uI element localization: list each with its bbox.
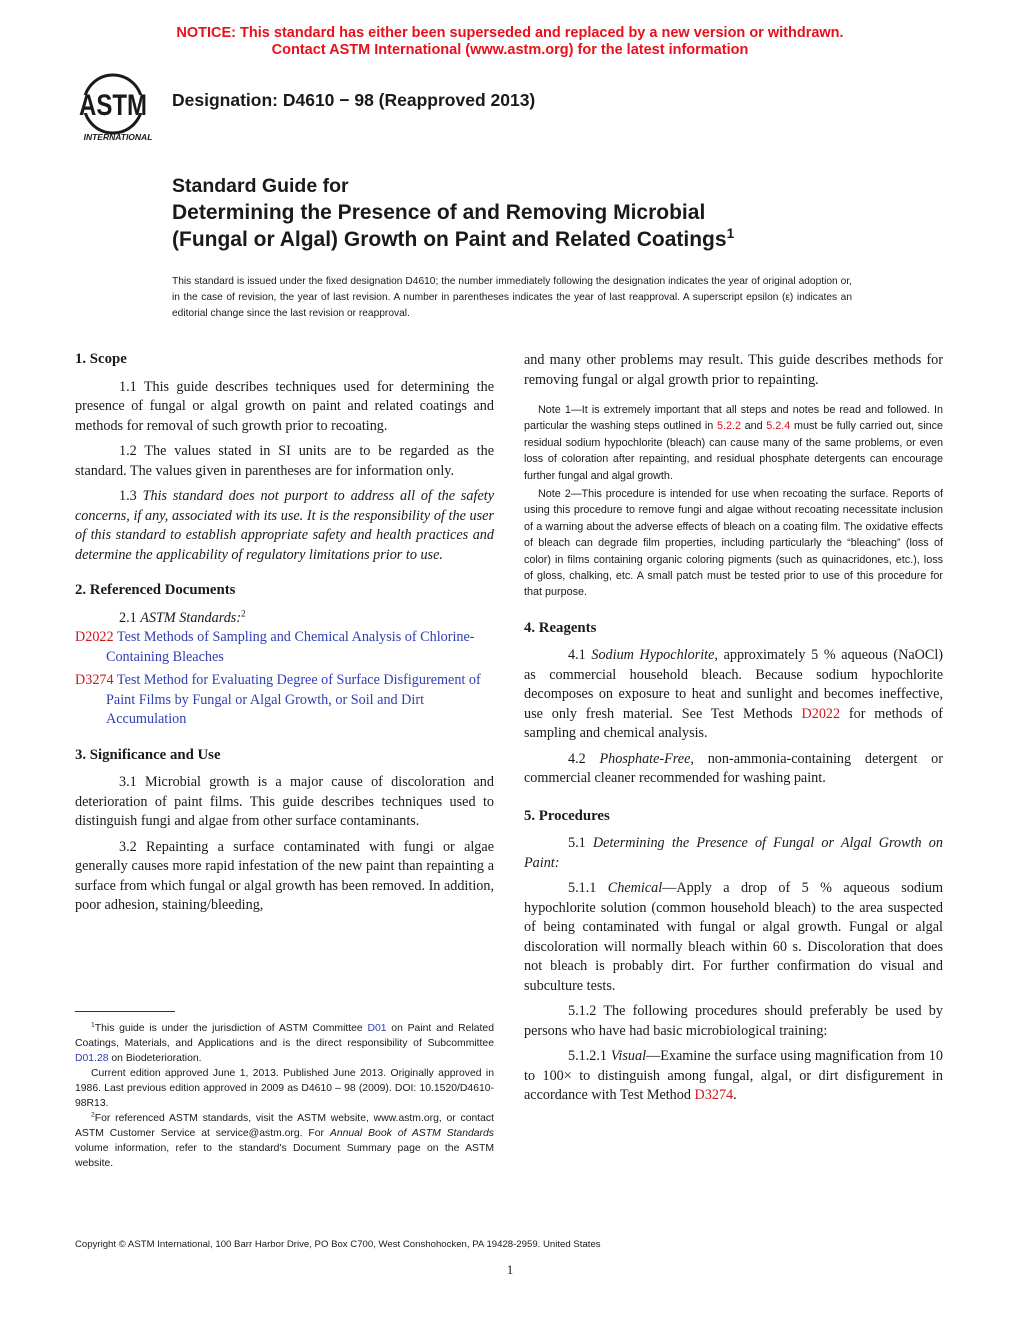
reagents-heading: 4. Reagents bbox=[524, 619, 597, 636]
para-5-1-1-num: 5.1.1 bbox=[568, 880, 597, 897]
footnote-2-text-a: For referenced ASTM standards, visit the ASTM website, www.astm.org, or contact ASTM Customer Service at service@astm.org. For bbox=[75, 1113, 494, 1139]
title-footnote-mark: 1 bbox=[726, 226, 735, 241]
link-d3274[interactable]: D3274 bbox=[75, 672, 114, 688]
astm-logo bbox=[73, 72, 163, 144]
link-d2022-reagent[interactable]: D2022 bbox=[801, 705, 841, 722]
scope-heading: 1. Scope bbox=[75, 351, 127, 367]
para-5-1-2: 5.1.2 The following procedures should preferably be used by persons who have had basic microbiological training: bbox=[524, 1003, 943, 1039]
link-d2022[interactable]: D2022 bbox=[75, 629, 114, 645]
link-committee-d01[interactable]: D01 bbox=[367, 1023, 387, 1034]
para-5-1-1-text: —Apply a drop of 5 % aqueous sodium hypochlorite solution (common household bleach) to the area suspected of being contaminated with fungal or algal growth. Fungal or algal discoloration will normally bleach within 60 s. Discoloration that does not bleach is probably dirt. For further confirmation do visual and subculture tests. bbox=[524, 880, 944, 994]
title-line-1: Standard Guide for bbox=[172, 175, 349, 197]
para-5-1-2-1-term: Visual bbox=[610, 1048, 647, 1065]
para-4-1-text-a: approximately 5 % aqueous (NaOCl) as commercial household bleach. Because sodium hypochlorite decomposes on exposure to heat and sunlight and becomes ineffective, use only fresh material. See Test Methods bbox=[524, 647, 944, 722]
para-5-1-2-1-text-a: —Examine the surface using magnification from 10 to 100× to distinguish among fungal, algal, or dirt disfigurement in accordance with Test Method bbox=[524, 1048, 943, 1104]
notice-line-2: Contact ASTM International (www.astm.org) for the latest information bbox=[271, 42, 749, 58]
para-5-1-1 bbox=[524, 879, 943, 996]
para-1-3 bbox=[75, 487, 494, 565]
para-3-1: 3.1 Microbial growth is a major cause of discoloration and deterioration of paint films. This guide describes techniques used to distinguish fungi and algae from other surface contaminants. bbox=[75, 774, 494, 829]
footnote-2-mark-ref: 2 bbox=[91, 1111, 95, 1119]
para-1-3-num: 1.3 bbox=[119, 488, 137, 504]
link-d2022-title[interactable]: Test Methods of Sampling and Chemical Analysis of Chlorine-Containing Bleaches bbox=[106, 629, 475, 665]
para-1-1: 1.1 This guide describes techniques used for determining the presence of fungal or algal growth on paint and related coatings and methods for removal of such growth prior to recoating. bbox=[75, 378, 494, 434]
logo-letters: ASTM bbox=[79, 87, 147, 122]
para-5-1-2-1 bbox=[524, 1047, 943, 1106]
footnote-1-text-c: on Biodeterioration. bbox=[108, 1053, 202, 1064]
footnote-2 bbox=[75, 1111, 494, 1171]
note-1-and: and bbox=[740, 420, 767, 433]
notice-line-1: NOTICE: This standard has either been superseded and replaced by a new version or withdrawn. bbox=[176, 25, 844, 41]
significance-heading: 3. Significance and Use bbox=[75, 746, 221, 763]
para-4-2-term: Phosphate-Free, bbox=[599, 750, 694, 767]
procedures-heading: 5. Procedures bbox=[524, 807, 610, 824]
title-line-3 bbox=[172, 226, 734, 253]
note-1 bbox=[524, 402, 943, 484]
footnote-1-edition: Current edition approved June 1, 2013. Published June 2013. Originally approved in 1986. Last previous edition approved in 2009 as D4610 – 98 (2009). DOI: 10.1520/D4610-98R13. bbox=[75, 1068, 494, 1109]
link-5-2-4[interactable]: 5.2.4 bbox=[766, 420, 791, 433]
note-1-text-a: —It is extremely important that all steps and notes be read and followed. In particular the washing steps outlined in bbox=[524, 404, 943, 433]
logo-caption: INTERNATIONAL bbox=[83, 132, 153, 142]
para-4-2-num: 4.2 bbox=[568, 750, 586, 767]
note-2-text: —This procedure is intended for use when recoating the surface. Reports of using this procedure to remove fungi and algae without recoating necessitate inclusion of a warning about the adverse effects of bleach on a coating film. The oxidative effects of bleach can degrade film properties, including particularly the “bleaching” (loss of color) in films containing organic coloring pigments (such as quinacridones, etc.), loss of gloss, chalking, etc. A small patch must be tested prior to use of this procedure for that purpose. bbox=[524, 488, 943, 599]
note-2 bbox=[524, 486, 943, 601]
para-4-1-text-b: for methods of sampling and chemical analysis. bbox=[524, 705, 943, 742]
para-1-3-text: This standard does not purport to address all of the safety concerns, if any, associated with its use. It is the responsibility of the user of this standard to establish appropriate safety and health practices and determine the applicability of regulatory limitations prior to use. bbox=[75, 488, 495, 563]
para-4-2 bbox=[524, 750, 943, 789]
title-line-2: Determining the Presence of and Removing Microbial bbox=[172, 201, 706, 224]
para-4-1-num: 4.1 bbox=[568, 647, 586, 664]
note-2-label: Note 2 bbox=[538, 488, 571, 501]
para-2-1-text: ASTM Standards: bbox=[140, 609, 242, 626]
title-line-3-text: (Fungal or Algal) Growth on Paint and Related Coatings bbox=[172, 228, 727, 251]
left-column bbox=[75, 350, 494, 922]
note-1-label: Note 1 bbox=[538, 404, 571, 416]
reference-d3274 bbox=[75, 671, 494, 730]
issued-statement: This standard is issued under the fixed designation D4610; the number immediately following the designation indicates the year of original adoption or, in the case of revision, the year of last revision. A number in parentheses indicates the year of last reapproval. A superscript epsilon (ε) indicates an editorial change since the last revision or reapproval. bbox=[172, 276, 852, 319]
page-number: 1 bbox=[506, 1262, 514, 1277]
para-3-2: 3.2 Repainting a surface contaminated with fungi or algae generally causes more rapid infestation of the new paint than repainting a surface from which fungal or algal growth has been removed. In addition, poor adhesion, staining/bleeding, bbox=[75, 838, 494, 913]
para-1-2: 1.2 The values stated in SI units are to be regarded as the standard. The values given in parentheses are for information only. bbox=[75, 443, 494, 479]
para-5-1-2-1-text-b: . bbox=[733, 1087, 737, 1104]
link-5-2-2[interactable]: 5.2.2 bbox=[716, 420, 741, 433]
designation: Designation: D4610 − 98 (Reapproved 2013) bbox=[172, 90, 536, 110]
astm-logo-icon bbox=[73, 72, 163, 144]
footnote-1-mark: 1 bbox=[91, 1021, 95, 1029]
footnote-1-text-a: This guide is under the jurisdiction of ASTM Committee bbox=[94, 1023, 368, 1034]
para-2-1 bbox=[75, 609, 494, 629]
para-4-2-text: non-ammonia-containing detergent or commercial cleaner recommended for washing paint. bbox=[524, 750, 944, 787]
footnote-rule bbox=[75, 1011, 175, 1012]
right-column bbox=[524, 351, 943, 1112]
link-d3274-title[interactable]: Test Method for Evaluating Degree of Surface Disfigurement of Paint Films by Fungal or Algal Growth, or Soil and Dirt Accumulation bbox=[106, 672, 481, 727]
footnotes bbox=[75, 1021, 494, 1171]
reference-d2022 bbox=[75, 628, 494, 667]
copyright-footer: Copyright © ASTM International, 100 Barr Harbor Drive, PO Box C700, West Conshohocken, PA 19428-2959. United States bbox=[75, 1239, 601, 1250]
footnote-1-text-b: on Paint and Related Coatings, Materials, and Applications and is the direct responsibility of Subcommittee bbox=[75, 1023, 494, 1049]
notes bbox=[524, 402, 943, 601]
para-5-1-num: 5.1 bbox=[568, 835, 586, 852]
para-4-1 bbox=[524, 646, 943, 744]
footnote-2-italic: Annual Book of ASTM Standards bbox=[329, 1128, 494, 1139]
note-1-text-b: must be fully carried out, since residual sodium hypochlorite (bleach) can cause many of the same problems, or even loss of coloration after repainting, and residual phosphate detergents can encourage further fungal and algal growth. bbox=[524, 420, 944, 482]
link-d3274-visual[interactable]: D3274 bbox=[694, 1087, 734, 1104]
para-5-1-2-1-num: 5.1.2.1 bbox=[568, 1048, 608, 1065]
link-subcommittee-d01-28[interactable]: D01.28 bbox=[75, 1053, 109, 1064]
footnote-2-text-b: volume information, refer to the standard's Document Summary page on the ASTM website. bbox=[75, 1143, 494, 1169]
para-3-2-continued: and many other problems may result. This guide describes methods for removing fungal or algal growth prior to repainting. bbox=[524, 352, 943, 388]
para-4-1-term: Sodium Hypochlorite, bbox=[591, 647, 718, 664]
footnote-1 bbox=[75, 1021, 494, 1066]
para-5-1-text: Determining the Presence of Fungal or Algal Growth on Paint: bbox=[524, 835, 943, 871]
para-5-1-1-term: Chemical bbox=[607, 880, 663, 897]
para-5-1 bbox=[524, 834, 943, 873]
para-2-1-num: 2.1 bbox=[119, 609, 137, 626]
footnote-2-mark: 2 bbox=[241, 607, 246, 618]
referenced-documents-heading: 2. Referenced Documents bbox=[75, 582, 236, 598]
